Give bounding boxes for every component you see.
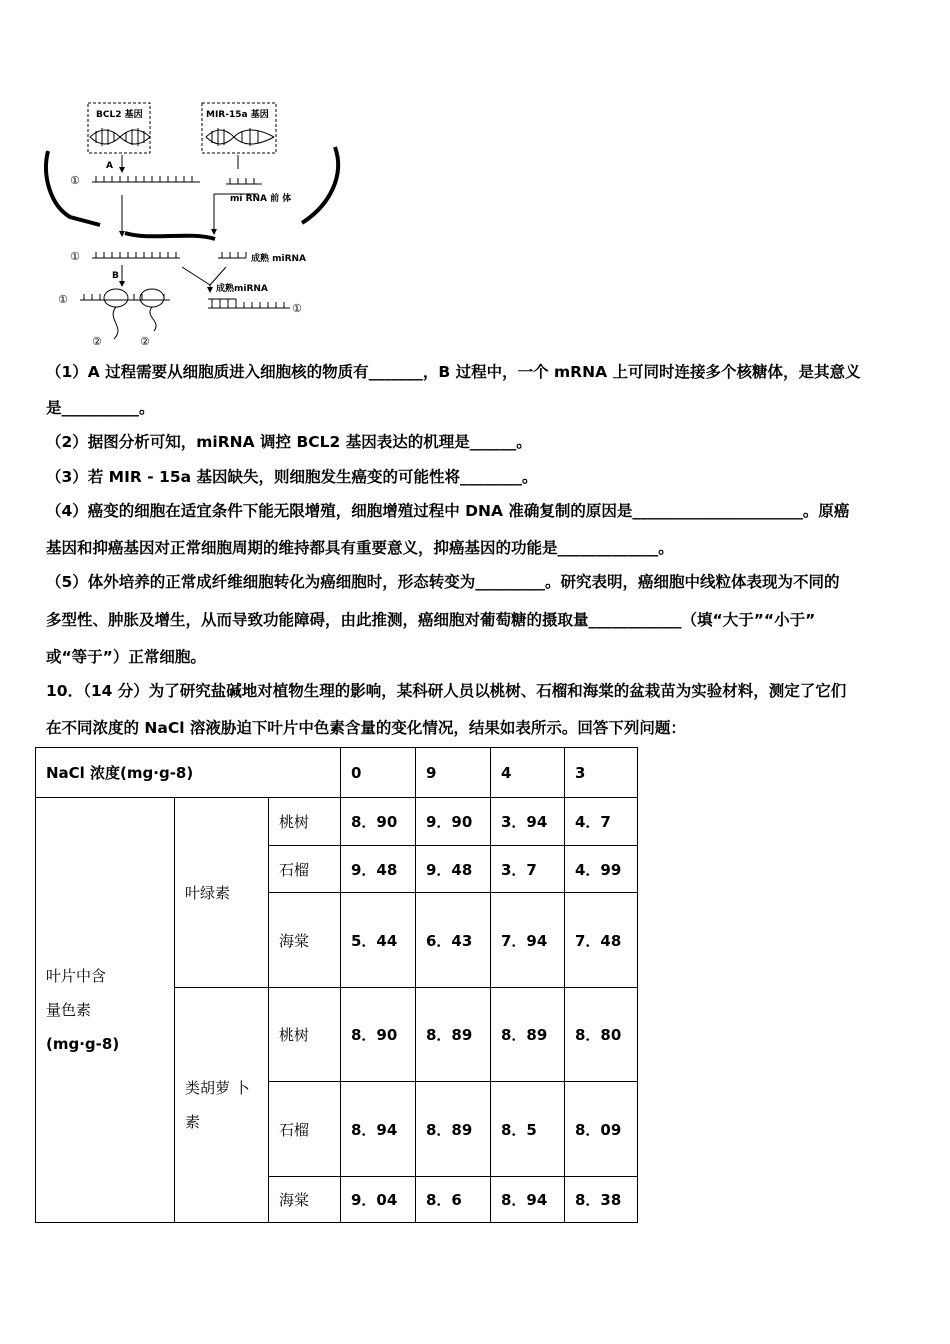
nuclear-membrane-middle [125, 233, 215, 239]
value-cell: 4．7 [565, 798, 638, 846]
polypeptide-2 [150, 307, 156, 331]
concentration-cell: 9 [416, 748, 491, 798]
value-cell: 7．94 [491, 893, 565, 988]
value-cell: 9．04 [341, 1177, 416, 1223]
mature-mirna-label-2: 成熟miRNA [216, 284, 268, 294]
value-cell: 8．90 [341, 988, 416, 1082]
value-cell: 3．94 [491, 798, 565, 846]
plant-cell: 石榴 [269, 1082, 341, 1177]
circle-1-label-4: ① [292, 302, 302, 315]
concentration-cell: 3 [565, 748, 638, 798]
question-1-line-1: （1）A 过程需要从细胞质进入细胞核的物质有_______，B 过程中，一个 mRNA 上可同时连接多个核糖体，是其意义 [46, 363, 861, 381]
value-cell: 8．94 [491, 1177, 565, 1223]
ribosome-2 [140, 289, 164, 307]
table-header-row [36, 748, 638, 798]
plant-cell: 石榴 [269, 846, 341, 893]
pigment-carotenoid-cell [175, 988, 269, 1223]
value-cell: 4．99 [565, 846, 638, 893]
row-group-unit: (mg·g-8) [46, 1035, 120, 1053]
pigment-chlorophyll-cell: 叶绿素 [175, 798, 269, 988]
row-group-label-line-2: 量色素 [46, 1001, 92, 1019]
pigment-carotenoid-line-1: 类胡萝 卜 [185, 1079, 250, 1097]
nuclear-membrane-right [302, 147, 338, 223]
value-cell: 8．89 [491, 988, 565, 1082]
pigment-carotenoid-line-2: 素 [185, 1113, 201, 1131]
question-5-line-1: （5）体外培养的正常成纤维细胞转化为癌细胞时，形态转变为_________。研究表明，癌细胞中线粒体表现为不同的 [46, 573, 840, 591]
question-10-line-2: 在不同浓度的 NaCl 溶液胁迫下叶片中色素含量的变化情况，结果如表所示。回答下列问题： [46, 719, 686, 737]
value-cell: 7．48 [565, 893, 638, 988]
value-cell: 8．09 [565, 1082, 638, 1177]
ribosome-1 [104, 289, 128, 307]
question-3: （3）若 MIR - 15a 基因缺失，则细胞发生癌变的可能性将________。 [46, 468, 538, 486]
pigment-content-table [35, 747, 638, 1223]
question-4-line-1: （4）癌变的细胞在适宜条件下能无限增殖，细胞增殖过程中 DNA 准确复制的原因是______________________。原癌 [46, 502, 850, 520]
value-cell: 8．89 [416, 988, 491, 1082]
question-2: （2）据图分析可知，miRNA 调控 BCL2 基因表达的机理是______。 [46, 433, 532, 451]
plant-cell: 海棠 [269, 893, 341, 988]
value-cell: 8．94 [341, 1082, 416, 1177]
row-group-label-line-1: 叶片中含 [46, 967, 107, 985]
concentration-cell: 4 [491, 748, 565, 798]
circle-1-label-2: ① [70, 250, 80, 263]
pre-mirna-label: mi RNA 前 体 [230, 194, 292, 204]
value-cell: 8．80 [565, 988, 638, 1082]
value-cell: 9．48 [416, 846, 491, 893]
plant-cell: 桃树 [269, 988, 341, 1082]
label-b: B [112, 271, 119, 281]
nuclear-membrane-left [46, 151, 100, 225]
circle-1-label: ① [70, 174, 80, 187]
mir-label: MIR-15a 基因 [206, 110, 269, 120]
value-cell: 8．6 [416, 1177, 491, 1223]
value-cell: 3．7 [491, 846, 565, 893]
question-10-line-1: 10．（14 分）为了研究盐碱地对植物生理的影响，某科研人员以桃树、石榴和海棠的盆栽苗为实验材料，测定了它们 [46, 682, 847, 700]
value-cell: 9．90 [416, 798, 491, 846]
mature-mirna-label-1: 成熟 miRNA [251, 254, 307, 264]
circle-1-label-3: ① [58, 293, 68, 306]
value-cell: 6．43 [416, 893, 491, 988]
nacl-header-cell: NaCl 浓度(mg·g-8) [36, 748, 341, 798]
circle-2-label-2: ② [140, 335, 150, 348]
label-a: A [106, 161, 113, 171]
value-cell: 8．90 [341, 798, 416, 846]
concentration-cell: 0 [341, 748, 416, 798]
polypeptide-1 [113, 307, 118, 339]
question-4-line-2: 基因和抑癌基因对正常细胞周期的维持都具有重要意义，抑癌基因的功能是_____________。 [46, 539, 674, 557]
value-cell: 9．48 [341, 846, 416, 893]
value-cell: 8．5 [491, 1082, 565, 1177]
bcl2-dna-strand-2 [90, 130, 150, 144]
row-group-label-cell [36, 798, 175, 1223]
question-5-line-3: 或“等于”）正常细胞。 [46, 648, 206, 666]
plant-cell: 海棠 [269, 1177, 341, 1223]
value-cell: 8．38 [565, 1177, 638, 1223]
question-5-line-2: 多型性、肿胀及增生，从而导致功能障碍，由此推测，癌细胞对葡萄糖的摄取量____________（填“大于”“小于” [46, 611, 816, 629]
table-row [36, 798, 638, 846]
circle-2-label-1: ② [92, 335, 102, 348]
value-cell: 8．89 [416, 1082, 491, 1177]
gene-regulation-diagram [40, 95, 360, 355]
plant-cell: 桃树 [269, 798, 341, 846]
question-1-line-2: 是__________。 [46, 399, 155, 417]
bcl2-label: BCL2 基因 [96, 110, 143, 120]
value-cell: 5．44 [341, 893, 416, 988]
